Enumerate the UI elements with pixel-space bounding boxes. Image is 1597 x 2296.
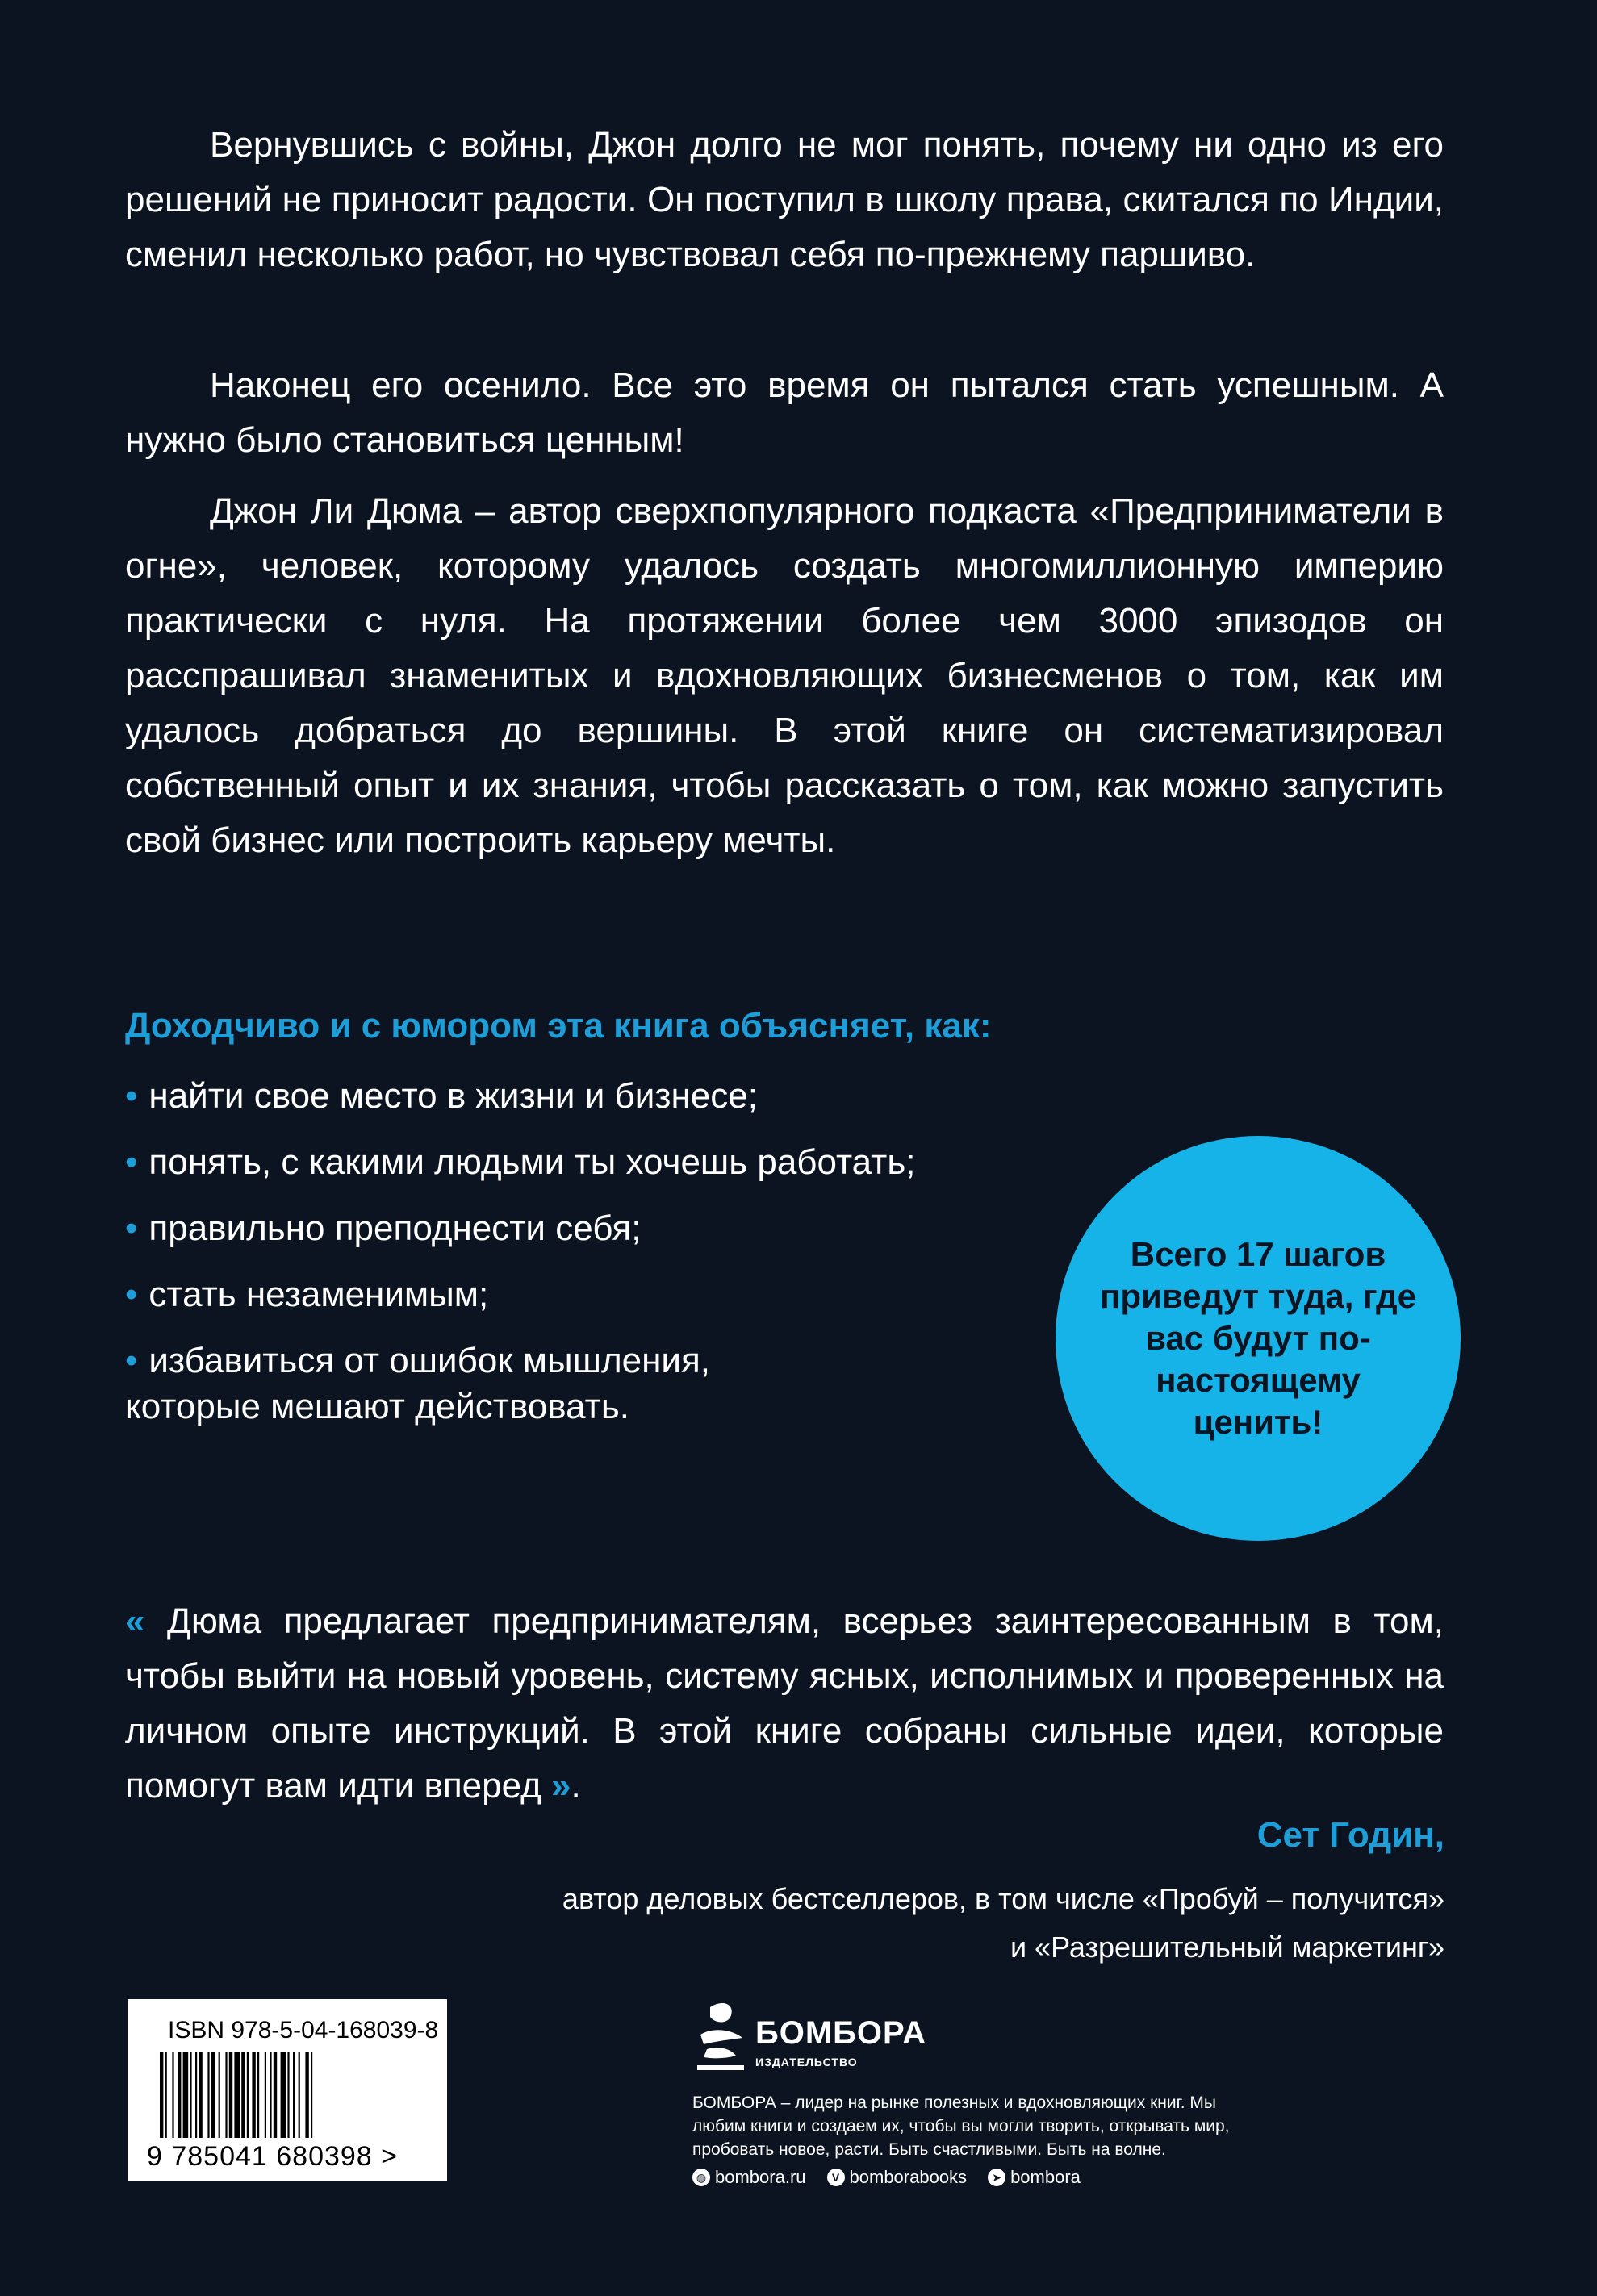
barcode-digits: 9 785041 680398 > xyxy=(147,2141,399,2172)
publisher-description: БОМБОРА – лидер на рынке полезных и вдохновляющих книг. Мы любим книги и создаем их, чтобы вы могли творить, открывать мир, пробовать новое, расти. Быть счастливыми. Быть на волне. xyxy=(692,2094,1230,2159)
bullet-icon: • xyxy=(125,1142,138,1182)
bullet-icon: • xyxy=(125,1275,138,1314)
benefits-heading: Доходчиво и с юмором эта книга объясняет, как: xyxy=(125,1006,992,1046)
list-item: • понять, с какими людьми ты хочешь работать; xyxy=(125,1142,916,1182)
social-links xyxy=(692,2167,1081,2188)
list-item: • стать незаменимым; xyxy=(125,1275,489,1314)
telegram-icon: ➤ xyxy=(988,2169,1005,2186)
globe-icon: ◍ xyxy=(692,2169,710,2186)
publisher-name: БОМБОРА xyxy=(755,2015,927,2051)
list-continuation: которые мешают действовать. xyxy=(125,1387,629,1426)
open-quote-icon: « xyxy=(125,1601,145,1641)
vk-icon: V xyxy=(827,2169,845,2186)
intro-paragraph-3: Джон Ли Дюма – автор сверхпопулярного подкаста «Предприниматели в огне», человек, которому удалось создать многомиллионную империю практически с нуля. На протяжении более чем 3000 эпизодов он расспрашивал знаменитых и вдохновляющих бизнесменов о том, как им удалось добраться до вершины. В этой книге он систематизировал собственный опыт и их знания, чтобы рассказать о том, как можно запустить свой бизнес или построить карьеру мечты. xyxy=(125,491,1444,860)
intro-paragraph-2: Наконец его осенило. Все это время он пытался стать успешным. А нужно было становиться ценным! xyxy=(125,365,1444,460)
social-link-telegram[interactable]: ➤ bombora xyxy=(988,2167,1081,2188)
benefits-list xyxy=(125,1063,1013,1394)
bullet-icon: • xyxy=(125,1076,138,1116)
bombora-logo-icon xyxy=(692,1999,749,2080)
social-link-vk[interactable]: V bomborabooks xyxy=(827,2167,968,2188)
isbn-barcode xyxy=(128,1999,447,2181)
intro-paragraph-1: Вернувшись с войны, Джон долго не мог понять, почему ни одно из его решений не приносит радости. Он поступил в школу права, скитался по Индии, сменил несколько работ, но чувствовал себя по-прежнему паршиво. xyxy=(125,125,1444,274)
list-item: • избавиться от ошибок мышления, xyxy=(125,1341,711,1380)
publisher-subtitle: ИЗДАТЕЛЬСТВО xyxy=(755,2056,858,2068)
list-item: • правильно преподнести себя; xyxy=(125,1209,642,1248)
author-description: автор деловых бестселлеров, в том числе «Пробуй – получится» и «Разрешительный маркетинг» xyxy=(562,1882,1444,1964)
review-quote: « Дюма предлагает предпринимателям, всерьез заинтересованным в том, чтобы выйти на новый уровень, систему ясных, исполнимых и проверенных на личном опыте инструкций. В этой книге собраны сильные идеи, которые помогут вам идти вперед ». xyxy=(125,1601,1444,1805)
barcode-icon xyxy=(160,2052,418,2141)
social-link-website[interactable]: ◍ bombora.ru xyxy=(692,2167,806,2188)
isbn-text: ISBN 978-5-04-168039-8 xyxy=(168,2017,439,2043)
badge-text: Всего 17 шагов приведут туда, где вас будут по-настоящему ценить! xyxy=(1100,1235,1416,1441)
quote-text: Дюма предлагает предпринимателям, всерьез заинтересованным в том, чтобы выйти на новый уровень, систему ясных, исполнимых и проверенных на личном опыте инструкций. В этой книге собраны сильные идеи, которые помогут вам идти вперед xyxy=(125,1601,1444,1805)
quote-author: Сет Годин, xyxy=(1256,1815,1444,1855)
close-quote-icon: » xyxy=(551,1766,571,1805)
promo-badge xyxy=(1056,1136,1461,1541)
bullet-icon: • xyxy=(125,1209,138,1248)
list-item: • найти свое место в жизни и бизнесе; xyxy=(125,1076,758,1116)
bullet-icon: • xyxy=(125,1341,138,1380)
